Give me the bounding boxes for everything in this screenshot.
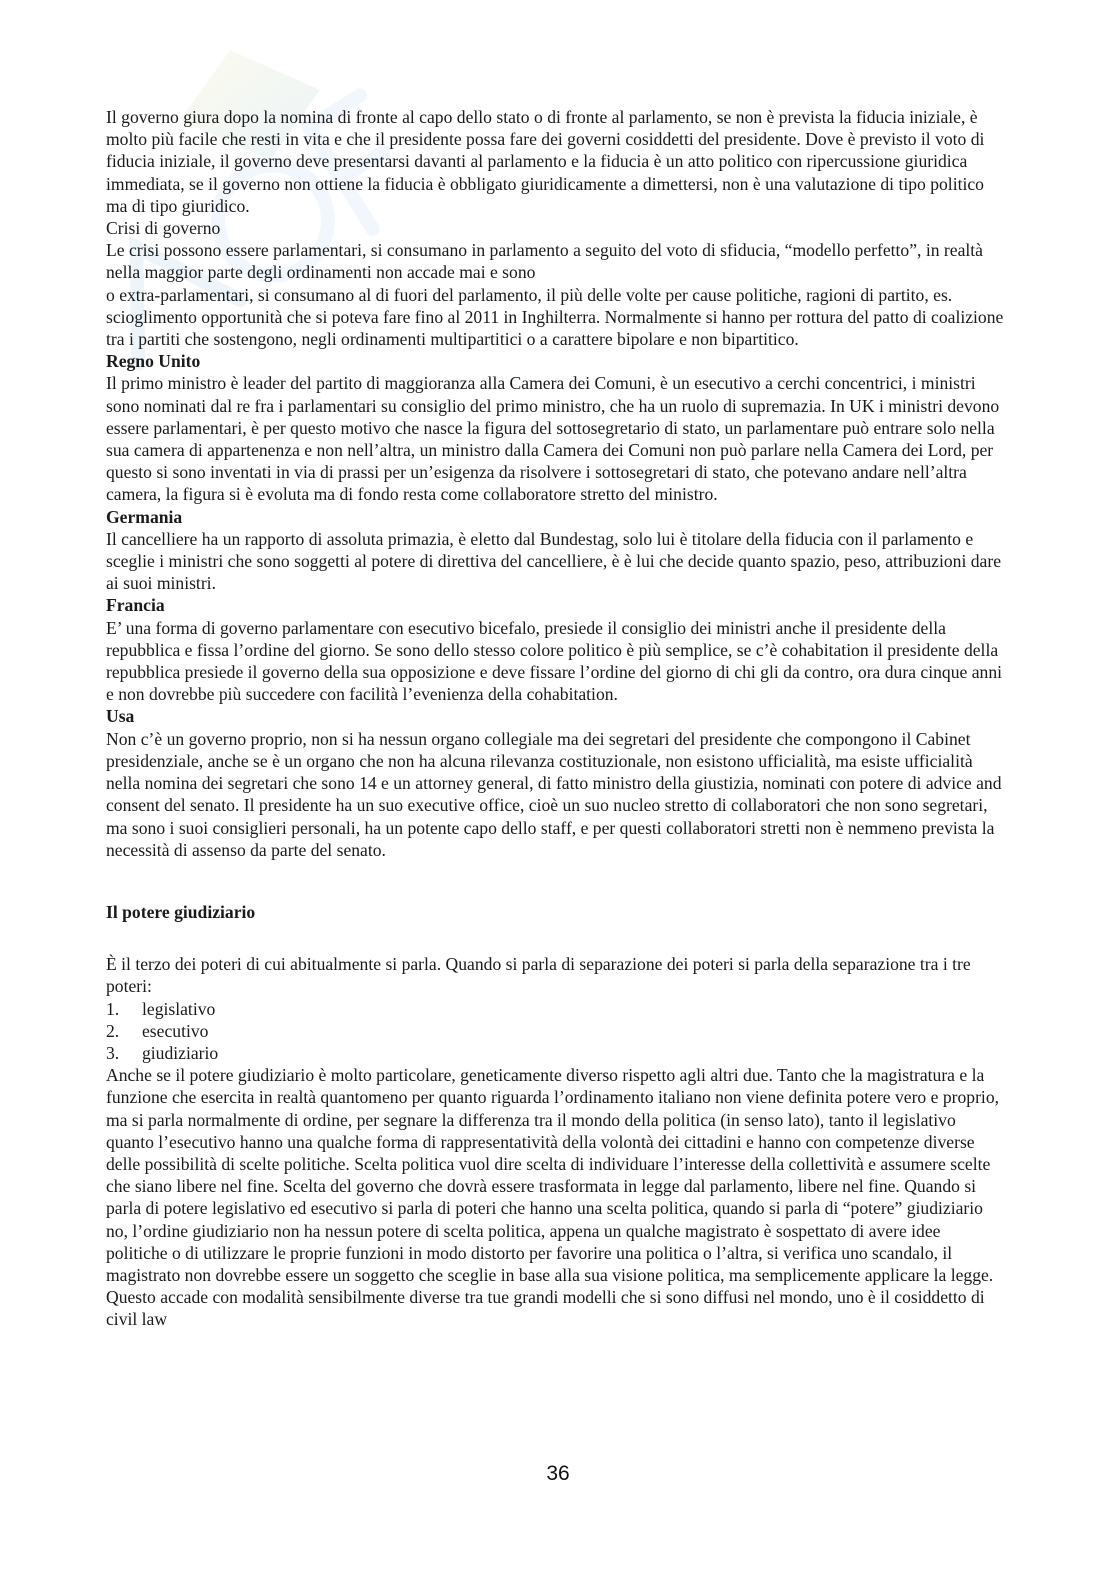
heading-regno-unito: Regno Unito	[106, 351, 201, 372]
paragraph-germania: Il cancelliere ha un rapporto di assoluta primazia, è eletto dal Bundestag, solo lui è titolare della fiducia con il parlamento e sceglie i ministri che sono soggetti al potere di direttiva del cancelliere, è è lui che decide quanto spazio, peso, attribuzioni dare ai suoi ministri.	[106, 528, 1002, 594]
paragraph-crisi-extraparlamentari: o extra-parlamentari, si consumano al di fuori del parlamento, il più delle volte per cause politiche, ragioni di partito, es. scioglimento opportunità che si poteva fare fino al 2011 in Inghilterra. Normalmente si hanno per rottura del patto di coalizione tra i partiti che sostengono, negli ordinamenti multipartitici o a carattere bipolare e non bipartitico.	[106, 284, 1004, 350]
paragraph-potere-giudiziario-intro: È il terzo dei poteri di cui abitualmente si parla. Quando si parla di separazione dei poteri si parla della separazione tra i tre poteri:	[106, 954, 971, 997]
heading-germania: Germania	[106, 506, 183, 527]
powers-list	[106, 998, 1006, 1065]
page-number: 36	[546, 1462, 570, 1485]
paragraph-usa: Non c’è un governo proprio, non si ha nessun organo collegiale ma dei segretari del presidente che compongono il Cabinet presidenziale, anche se è un organo che non ha alcuna rilevanza costituzionale, non esistono ufficialità, ma esiste ufficialità nella nomina dei segretari che sono 14 e un attorney general, di fatto ministro della giustizia, nominati con potere di advice and consent del senato. Il presidente ha un suo executive office, cioè un suo nucleo stretto di collaboratori che non sono segretari, ma sono i suoi consiglieri personali, ha un potente capo dello staff, e per questi collaboratori stretti non è nemmeno prevista la necessità di assenso da parte del senato.	[106, 728, 1002, 860]
paragraph-crisi-parlamentari: Le crisi possono essere parlamentari, si consumano in parlamento a seguito del voto di sfiducia, “modello perfetto”, in realtà nella maggior parte degli ordinamenti non accade mai e sono	[106, 240, 983, 283]
heading-usa: Usa	[106, 706, 135, 727]
list-item: 1. legislativo	[106, 998, 216, 1019]
list-item: 2. esecutivo	[106, 1020, 209, 1041]
paragraph-potere-giudiziario: Anche se il potere giudiziario è molto particolare, geneticamente diverso rispetto agli altri due. Tanto che la magistratura e la funzione che esercita in realtà quantomeno per quanto riguarda l’ordinamento italiano non viene definita potere vero e proprio, ma si parla normalmente di ordine, per segnare la differenza tra il mondo della politica (in senso lato), tanto il legislativo quanto l’esecutivo hanno una qualche forma di rappresentatività della volontà dei cittadini e hanno con competenze diverse delle possibilità di scelte politiche. Scelta politica vuol dire scelta di individuare l’interesse della collettività e assumere scelte che siano libere nel fine. Scelta del governo che dovrà essere trasformata in legge dal parlamento, libere nel fine. Quando si parla di potere legislativo ed esecutivo si parla di poteri che hanno una scelta politica, quando si parla di “potere” giudiziario no, l’ordine giudiziario non ha nessun potere di scelta politica, appena un qualche magistrato è sospettato di avere idee politiche o di utilizzare le proprie funzioni in modo distorto per favorire una politica o l’altra, si verifica uno scandalo, il magistrato non dovrebbe essere un soggetto che sceglie in base alla sua visione politica, ma semplicemente applicare la legge. Questo accade con modalità sensibilmente diverse tra tue grandi modelli che si sono diffusi nel mondo, uno è il cosiddetto di civil law	[106, 1065, 1000, 1330]
section-crisi-title: Crisi di governo	[106, 218, 221, 239]
list-item: 3. giudiziario	[106, 1042, 219, 1063]
document-body	[106, 106, 1006, 1331]
section-title-potere-giudiziario: Il potere giudiziario	[106, 901, 256, 922]
paragraph-regno-unito: Il primo ministro è leader del partito di maggioranza alla Camera dei Comuni, è un esecutivo a cerchi concentrici, i ministri sono nominati dal re fra i parlamentari su consiglio del primo ministro, che ha un ruolo di supremazia. In UK i ministri devono essere parlamentari, è per questo motivo che nasce la figura del sottosegretario di stato, un parlamentare può entrare solo nella sua camera di appartenenza e non nell’altra, un ministro dalla Camera dei Comuni non può parlare nella Camera dei Lord, per questo si sono inventati in via di prassi per un’esigenza da risolvere i sottosegretari di stato, che potevano andare nell’altra camera, la figura si è evoluta ma di fondo resta come collaboratore stretto del ministro.	[106, 373, 1000, 505]
paragraph-giuramento: Il governo giura dopo la nomina di fronte al capo dello stato o di fronte al parlamento, se non è prevista la fiducia iniziale, è molto più facile che resti in vita e che il presidente possa fare dei governi cosiddetti del presidente. Dove è previsto il voto di fiducia iniziale, il governo deve presentarsi davanti al parlamento e la fiducia è un atto politico con ripercussione giuridica immediata, se il governo non ottiene la fiducia è obbligato giuridicamente a dimettersi, non è una valutazione di tipo politico ma di tipo giuridico.	[106, 107, 985, 216]
heading-francia: Francia	[106, 595, 165, 616]
paragraph-francia: E’ una forma di governo parlamentare con esecutivo bicefalo, presiede il consiglio dei ministri anche il presidente della repubblica e fissa l’ordine del giorno. Se sono dello stesso colore politico è più semplice, se c’è cohabitation il presidente della repubblica presiede il governo della sua opposizione e deve fissare l’ordine del giorno di chi gli da contro, ora dura cinque anni e non dovrebbe più succedere con facilità l’evenienza della cohabitation.	[106, 617, 1003, 705]
